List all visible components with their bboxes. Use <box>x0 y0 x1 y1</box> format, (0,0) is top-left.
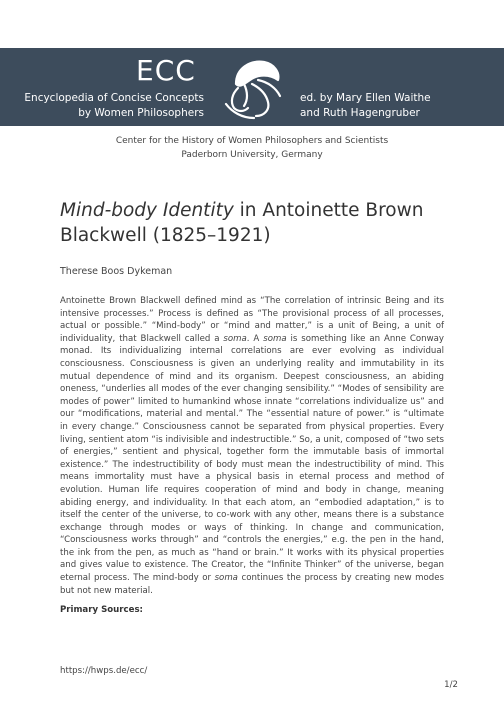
body-term-soma: soma <box>223 333 247 344</box>
article-title <box>60 198 460 248</box>
institution-line1: Center for the History of Women Philosophers and Scientists <box>115 136 389 146</box>
body-term-soma: soma <box>214 573 238 584</box>
article-title-rest: in Antoinette Brown Blackwell (1825–1921) <box>60 200 424 246</box>
ecc-acronym: ECC <box>136 54 196 87</box>
athena-head-icon <box>214 54 286 122</box>
body-text: Antoinette Brown Blackwell defined mind as “The correlation of intrinsic Being and its intensive processes.” Process is defined as “The provisional process of all processes, actual or possible.” “Mind-body” or “mind and matter,” is a unit of Being, a unit of individuality, that Blackwell called a <box>60 296 444 344</box>
editors-line1: ed. by Mary Ellen Waithe <box>300 92 431 104</box>
article-author: Therese Boos Dykeman <box>60 266 173 277</box>
primary-sources-heading: Primary Sources: <box>60 605 143 615</box>
body-text: continues the process by creating new modes but not new material. <box>60 573 444 596</box>
body-text: is something like an Anne Conway monad. Its individualizing internal correlations are ever evolving as individual consciousness. Consciousness is given an underlying reality and immutability in its mutual dependence of mind and its organism. Deepest consciousness, an abiding oneness, “underlies all modes of the ever changing sensibility.” “Modes of sensibility are modes of power” limited to humankind whose innate “correlations individualize us” and our “modifications, material and mental.” The “essential nature of power.” is “ultimate in every change.” Consciousness cannot be separated from physical properties. Every living, sentient atom “is indivisible and indestructible.” So, a unit, composed of “two sets of energies,” sentient and physical, together form the immutable basis of immortal existence.” The indestructibility of body must mean the indestructibility of mind. This means immortality must have a physical basis in eternal process and method of evolution. Human life requires cooperation of mind and body in change, meaning abiding energy, and individuality. In that each atom, an “embodied adaptation,” is to itself the center of the universe, to co-work with any other, means there is a substance exchange through modes or ways of thinking. In change and communication, “Consciousness works through” and “controls the energies,” e.g. the pen in the hand, the ink from the pen, as much as “hand or brain.” It works with its physical properties and gives value to existence. The Creator, the “Infinite Thinker” of the universe, began eternal process. The mind-body or <box>60 333 444 584</box>
header-banner <box>0 48 504 126</box>
encyclopedia-title-line2: by Women Philosophers <box>78 107 204 119</box>
institution-line2: Paderborn University, Germany <box>181 150 323 160</box>
article-body <box>60 295 444 597</box>
page-number: 1/2 <box>444 680 458 690</box>
editors-line2: and Ruth Hagengruber <box>300 107 420 119</box>
body-term-soma: soma <box>263 333 287 344</box>
article-title-italic: Mind-body Identity <box>60 200 234 221</box>
footer-url[interactable]: https://hwps.de/ecc/ <box>60 666 148 676</box>
institution-block <box>0 134 504 162</box>
encyclopedia-title-line1: Encyclopedia of Concise Concepts <box>24 92 204 104</box>
body-text: . A <box>246 333 264 344</box>
